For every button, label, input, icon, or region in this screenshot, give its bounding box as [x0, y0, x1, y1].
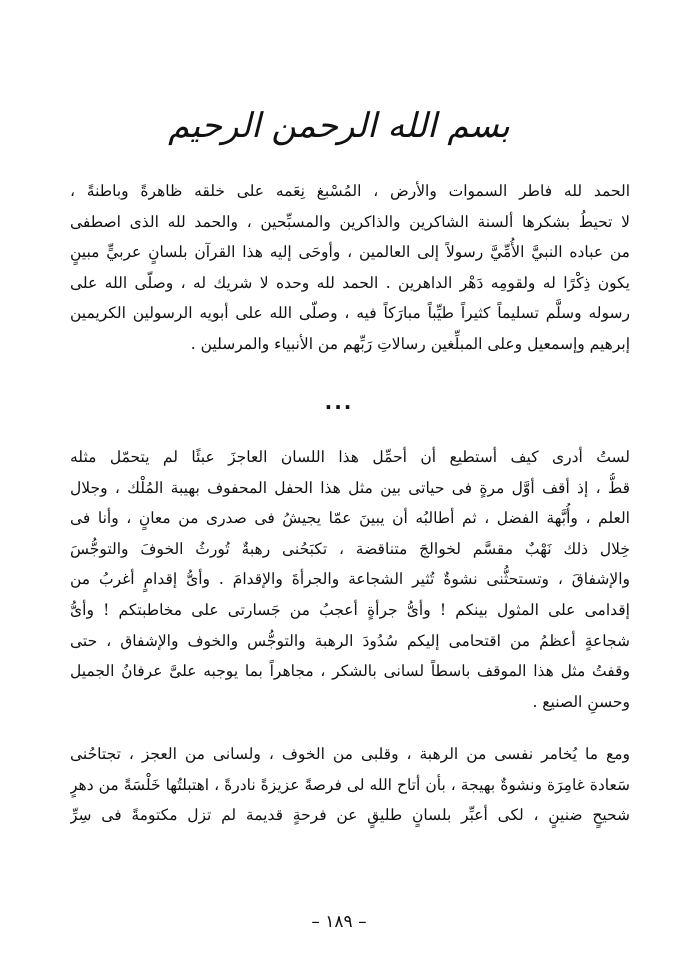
text-line: من عباده النبيَّ الأُمِّيَّ رسولاً إلى العالمين ، وأوحَى إليه هذا القرآن بلسانٍ عربيٍّ مبينٍ [70, 243, 630, 262]
text-line: إبرهيم وإسمعيل وعلى المبلِّغين رسالاتِ رَبِّهم من الأنبياء والمرسلين . [190, 334, 630, 353]
text-line: سَعادة غامِرَة ونشوةٌ بهيجة ، بأن أتاح الله لى فرصةً عزيزةً نادرةً ، اهتبلتُها خَلْسَةً من دهرٍ [70, 775, 630, 794]
basmala-heading: بسم الله الرحمن الرحيم [168, 106, 510, 146]
page-number: – ١٨٩ – [311, 912, 367, 932]
text-line: والإشفاقَ ، وتستحثُّنى نشوةٌ تُثير الشجاعة والجرأةَ والإقدامَ . وأىُّ إقدامٍ أغربُ من [70, 570, 630, 589]
opening-praise-paragraph [70, 176, 630, 360]
section-separator: ... [324, 390, 354, 414]
text-line: لستُ أدرى كيف أستطيع أن أحمِّل هذا اللسان العاجزَ عبئًا لم يتحمّل مثله [70, 448, 630, 466]
text-line: خِلال ذلك نَهْبٌ مقسَّم لخوالجَ متناقضة ، تكبَحُنى رهبةٌ تُورثُ الخوفَ والتوجُّسَ [70, 539, 630, 558]
text-line: لا تحيطُ بشكرها ألسنة الشاكرين والذاكرين والمسبِّحين ، والحمد لله الذى اصطفى [70, 212, 630, 231]
text-line: رسوله وسلَّم تسليماً كثيراً طيِّباً مبارَكاً فيه ، وصلّى الله على أبويه الرسولين الكريمين [70, 304, 630, 323]
text-line: وحسنِ الصنيع . [532, 692, 630, 711]
text-line: يكون ذِكْرًا له ولقومِه دَهْر الداهرين . الحمد لله وحده لا شريك له ، وصلّى الله على [70, 273, 630, 292]
text-line: العلم ، وأُبَّهة الفضل ، ثم أطالبُه أن يبينَ عمّا يجيشُ فى صدرى من معانٍ ، وأنا فى [70, 509, 630, 528]
text-line: ومع ما يُخامر نفسى من الرهبة ، وقلبى من الخوف ، ولسانى من العجز ، تجتاحُنى [70, 745, 630, 763]
closing-paragraph [70, 739, 630, 831]
speech-paragraph [70, 442, 630, 717]
text-line: وقفتُ مثل هذا الموقف باسطاً لسانى بالشكر ، مجاهراً بما يوجبه علىَّ عرفانُ الجميل [70, 662, 630, 681]
text-line: إقدامى على المثول بينكم ! وأىُّ جرأةٍ أعجبُ من جَسارتى على مخاطبتكم ! وأىُّ [70, 600, 630, 619]
text-line: شحيحٍ ضنينٍ ، لكى أعبِّر بلسانٍ طليقٍ عن فرحةٍ قديمة لم تزل مكتومةً فى سِرِّ [70, 806, 630, 825]
text-line: الحمد لله فاطر السموات والأرض ، المُسْبغ نِعَمه على خلقه ظاهرةً وباطنةً ، [70, 182, 630, 200]
text-line: قطُّ ، إذ أقف أوَّل مرةٍ فى حياتى بين مثل هذا الحفل المحفوف بهيبة المُلْك ، وجلال [70, 478, 630, 497]
text-line: شجاعةٍ أعظمُ من اقتحامى إليكم سُدُودَ الرهبة والتوجُّس والخوف والإشفاق ، حتى [70, 631, 630, 650]
